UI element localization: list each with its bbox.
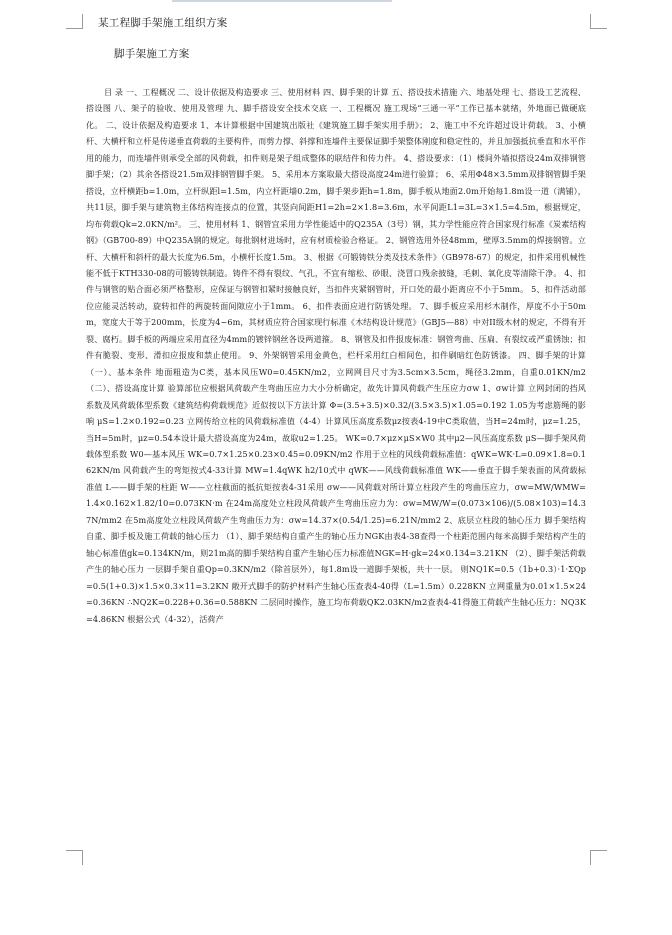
crop-mark-top-left — [66, 14, 83, 29]
body-paragraph: 目 录 一、工程概况 二、设计依据及构造要求 三、使用材料 四、脚手架的计算 五、搭设技术措施 六、地基处理 七、搭设工艺流程、搭设图 八、架子的验收、使用及管理 九、脚手搭设安全技术交底 一、工程概况 施工现场“三通一平”工作已基本就绪，外地面已做硬底化。 二、设计依据及构造要求 1、本计算根据中国建筑出版社《建筑施工脚手架实用手册》； 2、施工中不允许超过设计荷载。 3、小横杆、大横杆和立杆是传递垂直荷载的主要构件，而剪力撑、斜撑和连墙件主要保证脚手架整体刚度和稳定性的，并且加强抵抗垂直和水平作用的能力，而连墙件则承受全部的风荷载，扣件则是架子组成整体的联结件和传力件。 4、搭设要求：（1）楼间外墙拟搭设24m双排钢管脚手架；（2）其余各搭设21.5m双排钢管脚手架。 5、采用本方案取最大搭设高度24m进行验算； 6、采用Φ48×3.5mm双排钢管脚手架搭设，立杆横距b=1.0m，立杆纵距l=1.5m，内立杆距墙0.2m，脚手架步距h=1.8m，脚手板从地面2.0m开始每1.8m设一道（满铺），共11层，脚手架与建筑物主体结构连接点的位置，其竖向间距H1=2h=2×1.8=3.6m，水平间距L1=3L=3×1.5=4.5m，根据规定，均布荷载Qk=2.0KN/m²。 三、使用材料 1、钢管宜采用力学性能适中的Q235A（3号）钢，其力学性能应符合国家现行标准《炭素结构钢》（GB700-89）中Q235A钢的规定。每批钢材进场时，应有材质检验合格证。 2、钢管选用外径48mm，壁厚3.5mm的焊接钢管。立杆、大横杆和斜杆的最大长度为6.5m，小横杆长度1.5m。 3、根据《可锻铸铁分类及技术条件》（GB978-67）的规定，扣件采用机械性能不低于KTH330-08的可锻铸铁制造。铸件不得有裂纹、气孔，不宜有缩松、砂眼、浇冒口残余披缝，毛刺、氧化皮等清除干净。 4、扣件与钢管的贴合面必须严格整形，应保证与钢管扣紧时接触良好，当扣件夹紧钢管时，开口处的最小距离应不小于5mm。 5、扣件活动部位应能灵活转动，旋转扣件的两旋转面间隙应小于1mm。 6、扣件表面应进行防锈处理。 7、脚手板应采用杉木制作，厚度不小于50mm，宽度大于等于200mm，长度为4~6m，其材质应符合国家现行标准《木结构设计规范》（GBJ5—88）中对II级木材的规定，不得有开裂、腐朽。脚手板的两端应采用直径为4mm的镀锌钢丝各设两道箍。 8、钢管及扣件报废标准：钢管弯曲、压扁、有裂纹或严重锈蚀；扣件有脆裂、变形、滑扣应报废和禁止使用。 9、外架钢管采用金黄色，栏杆采用红白相间色，扣件刷暗红色防锈漆。 四、脚手架的计算 （一）、基本条件 地面粗造为C类，基本风压W0=0.45KN/m2，立网网目尺寸为3.5cm×3.5cm，绳径3.2mm，自重0.01KN/m2 （二）、搭设高度计算 验算部位应根据风荷载产生弯曲压应力大小分析确定，故先计算风荷载产生压应力σw 1、σw计算 立网封闭的挡风系数及风荷载体型系数《建筑结构荷载规范》近似按以下方法计算 Φ=(3.5+3.5)×0.32/(3.5×3.5)×1.05=0.192 1.05为考虑筋绳的影响 μS=1.2×0.192=0.23 立网传给立柱的风荷载标准值（4-4）计算风压高度系数μz按表4-19中C类取值，当H=24m时，μz=1.25，当H=5m时，μz=0.54本设计最大搭设高度为24m，故取u2=1.25。 WK=0.7×μz×μS×W0 其中μ2—风压高度系数 μS—脚手架风荷载体型系数 W0—基本风压 WK=0.7×1.25×0.23×0.45=0.09KN/m2 作用于立柱的风线荷载标准值：qWK=WK·L=0.09×1.8=0.162KN/m 风荷载产生的弯矩按式4-33计算 MW=1.4qWK h2/10式中 qWK——风线荷载标准值 WK——垂直于脚手架表面的风荷载标准值 L——脚手架的柱距 W——立柱截面的抵抗矩按表4-31采用 σw——风荷载对所计算立柱段产生的弯曲压应力，σw=MW/WMW=1.4×0.162×1.82/10=0.073KN·m 在24m高度处立柱段风荷载产生弯曲压应力为：σw=MW/W=(0.073×106)/(5.08×103)=14.37N/mm2 在5m高度处立柱段风荷载产生弯曲压力为：σw=14.37×(0.54/1.25)=6.21N/mm2 2、底层立柱段的轴心压力 脚手架结构自重、脚手板及施工荷载的轴心压力 （1）、脚手架结构自重产生的轴心压力NGK由表4-38查得一个柱距范围内每米高脚手架结构产生的轴心标准值gk=0.134KN/m，则21m高的脚手架结构自重产生轴心压力标准值NGK=H·gk=24×0.134=3.21KN （2）、脚手架活荷载产生的轴心压力 一层脚手架自重Qp=0.3KN/m2（除首层外），每1.8m设一道脚手架板，共十一层。 则NQ1K=0.5（1b+0.3）·1·ΣQp=0.5(1+0.3)×1.5×0.3×11=3.2KN 敞开式脚手的防护材料产生轴心压查表4-40得（L=1.5m）0.228KN 立网重量为0.01×1.5×24=0.36KN ∴NQ2K=0.228+0.36=0.588KN 二层同时操作，施工均布荷载QK2.03KN/m2查表4-41得施工荷载产生轴心压力：NQ3K=4.86KN 根据公式（4-32），活荷产 — [86, 87, 586, 624]
crop-mark-top-right — [590, 14, 607, 29]
crop-mark-bottom-left — [66, 850, 83, 865]
top-rule — [172, 0, 392, 2]
section-title: 脚手架施工方案 — [114, 48, 190, 60]
document-title: 某工程脚手架施工组织方案 — [98, 17, 228, 29]
crop-mark-bottom-right — [590, 850, 607, 865]
